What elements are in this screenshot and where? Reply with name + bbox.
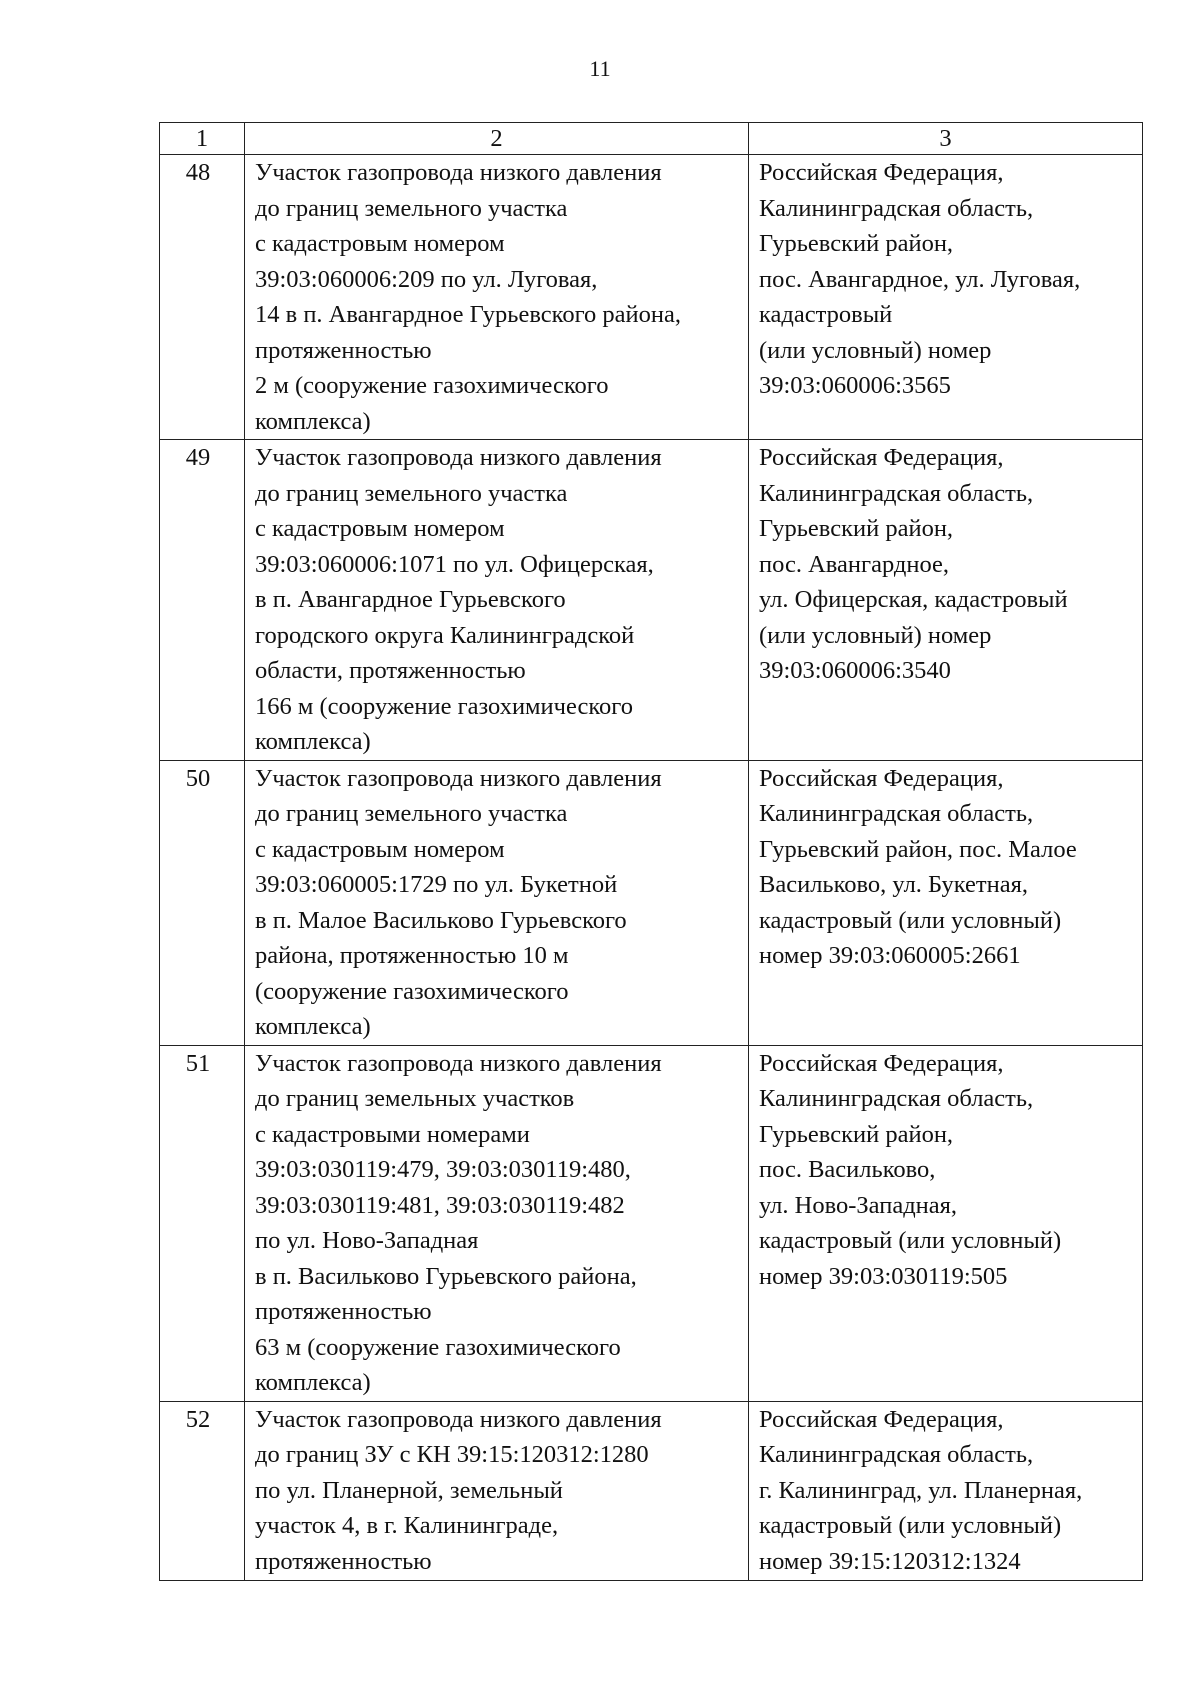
column-header-location: 3 (749, 123, 1143, 155)
location-line: Российская Федерация, (759, 159, 1004, 186)
object-location (749, 1401, 1143, 1580)
description-line: в п. Авангардное Гурьевского (255, 586, 566, 613)
table-row (160, 155, 1143, 440)
page-number: 11 (589, 56, 611, 81)
location-line: кадастровый (или условный) (759, 1227, 1062, 1254)
location-line: 39:03:060006:3565 (759, 372, 951, 399)
description-line: комплекса) (255, 1013, 371, 1040)
description-line: 39:03:060005:1729 по ул. Букетной (255, 871, 618, 898)
location-line: пос. Авангардное, ул. Луговая, (759, 265, 1081, 293)
description-line: до границ земельного участка (255, 479, 568, 507)
location-line: кадастровый (759, 301, 893, 328)
description-line: 39:03:060006:209 по ул. Луговая, (255, 265, 598, 293)
location-line: номер 39:03:060005:2661 (759, 942, 1021, 969)
location-line: Калининградская область, (759, 479, 1034, 507)
column-header-description: 2 (245, 123, 749, 155)
object-location (749, 1045, 1143, 1401)
location-line: (или условный) номер (759, 336, 992, 364)
location-line: 39:03:060006:3540 (759, 657, 951, 684)
location-line: Российская Федерация, (759, 444, 1004, 471)
location-line: Гурьевский район, пос. Малое (759, 835, 1077, 863)
object-location (749, 155, 1143, 440)
registry-table (159, 122, 1143, 1581)
table-body (160, 155, 1143, 1581)
description-line: в п. Васильково Гурьевского района, (255, 1262, 637, 1290)
description-line: 166 м (сооружение газохимического (255, 692, 633, 720)
description-line: комплекса) (255, 1369, 371, 1396)
object-description (245, 155, 749, 440)
table-row (160, 760, 1143, 1045)
object-location (749, 760, 1143, 1045)
description-line: до границ земельных участков (255, 1085, 575, 1112)
object-description (245, 440, 749, 761)
location-line: Васильково, ул. Букетная, (759, 871, 1029, 898)
row-number: 50 (160, 760, 245, 1045)
description-line: до границ земельного участка (255, 194, 568, 222)
location-line: пос. Авангардное, (759, 550, 949, 578)
description-line: до границ ЗУ с КН 39:15:120312:1280 (255, 1441, 649, 1468)
description-line: городского округа Калининградской (255, 621, 635, 649)
location-line: Калининградская область, (759, 1085, 1034, 1112)
description-line: Участок газопровода низкого давления (255, 444, 662, 471)
location-line: ул. Ново-Западная, (759, 1191, 958, 1219)
table-row (160, 1045, 1143, 1401)
description-line: по ул. Ново-Западная (255, 1227, 479, 1254)
location-line: Калининградская область, (759, 1441, 1034, 1468)
location-line: номер 39:03:030119:505 (759, 1262, 1008, 1290)
description-line: Участок газопровода низкого давления (255, 764, 662, 792)
description-line: комплекса) (255, 728, 371, 755)
description-line: протяженностью (255, 336, 432, 364)
description-line: Участок газопровода низкого давления (255, 1049, 662, 1077)
object-location (749, 440, 1143, 761)
description-line: Участок газопровода низкого давления (255, 159, 662, 186)
description-line: Участок газопровода низкого давления (255, 1405, 662, 1433)
description-line: (сооружение газохимического (255, 977, 569, 1005)
object-description (245, 760, 749, 1045)
description-line: 39:03:030119:481, 39:03:030119:482 (255, 1191, 625, 1219)
location-line: Российская Федерация, (759, 1405, 1004, 1433)
location-line: Калининградская область, (759, 800, 1034, 827)
description-line: с кадастровым номером (255, 835, 505, 863)
location-line: номер 39:15:120312:1324 (759, 1547, 1021, 1575)
description-line: комплекса) (255, 407, 371, 435)
location-line: Российская Федерация, (759, 764, 1004, 792)
description-line: 63 м (сооружение газохимического (255, 1333, 621, 1361)
description-line: области, протяженностью (255, 657, 526, 684)
location-line: Российская Федерация, (759, 1049, 1004, 1077)
location-line: ул. Офицерская, кадастровый (759, 586, 1068, 613)
description-line: по ул. Планерной, земельный (255, 1476, 563, 1504)
location-line: Гурьевский район, (759, 1120, 954, 1148)
description-line: участок 4, в г. Калининграде, (255, 1512, 559, 1539)
description-line: до границ земельного участка (255, 800, 568, 827)
description-line: в п. Малое Васильково Гурьевского (255, 906, 627, 934)
row-number: 49 (160, 440, 245, 761)
location-line: г. Калининград, ул. Планерная, (759, 1476, 1083, 1504)
location-line: кадастровый (или условный) (759, 1512, 1062, 1539)
location-line: Гурьевский район, (759, 230, 954, 257)
location-line: кадастровый (или условный) (759, 906, 1062, 934)
description-line: с кадастровым номером (255, 515, 505, 542)
table-header (160, 123, 1143, 155)
description-line: протяженностью (255, 1298, 432, 1325)
row-number: 52 (160, 1401, 245, 1580)
description-line: района, протяженностью 10 м (255, 942, 569, 969)
table-row (160, 1401, 1143, 1580)
object-description (245, 1401, 749, 1580)
header-row (160, 123, 1143, 155)
description-line: 39:03:030119:479, 39:03:030119:480, (255, 1156, 631, 1183)
description-line: 2 м (сооружение газохимического (255, 372, 609, 399)
description-line: протяженностью (255, 1547, 432, 1575)
location-line: Гурьевский район, (759, 515, 954, 542)
location-line: (или условный) номер (759, 621, 992, 649)
location-line: пос. Васильково, (759, 1156, 936, 1183)
description-line: 39:03:060006:1071 по ул. Офицерская, (255, 550, 654, 578)
row-number: 51 (160, 1045, 245, 1401)
object-description (245, 1045, 749, 1401)
location-line: Калининградская область, (759, 194, 1034, 222)
description-line: с кадастровым номером (255, 230, 505, 257)
description-line: 14 в п. Авангардное Гурьевского района, (255, 301, 681, 328)
row-number: 48 (160, 155, 245, 440)
description-line: с кадастровыми номерами (255, 1120, 530, 1148)
column-header-number: 1 (160, 123, 245, 155)
table-row (160, 440, 1143, 761)
